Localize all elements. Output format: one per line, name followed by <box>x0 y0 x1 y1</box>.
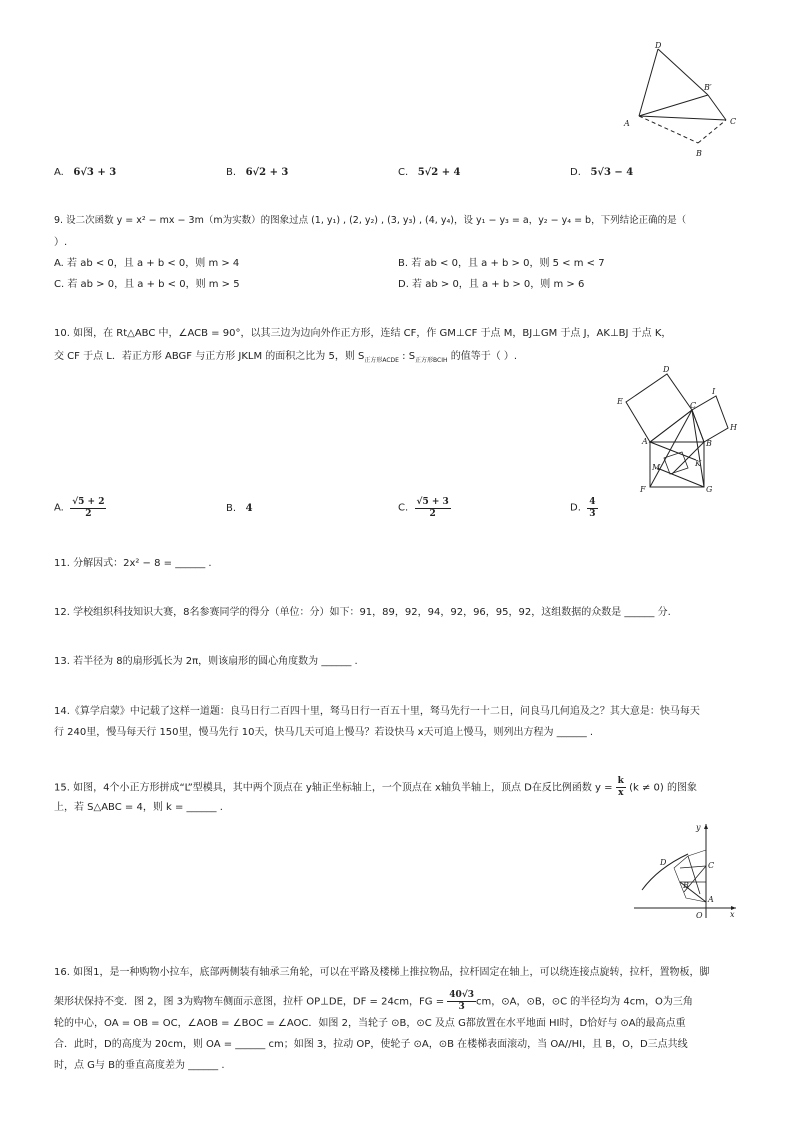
q10-line2-mid: : S <box>398 351 416 362</box>
q8-option-a <box>54 166 116 180</box>
q8-option-b-label: B. <box>226 167 237 178</box>
q15-label-x: x <box>730 910 735 919</box>
q16-stem-line4: 合．此时，D的高度为 20cm，则 OA = ______ cm；如图 3，拉动 OP，使轮子 ⊙A，⊙B 在楼梯表面滚动，当 OA//HI，且 B，O，D三点共线 <box>54 1039 688 1050</box>
q8-label-a: A <box>624 119 630 128</box>
q8-option-b <box>226 166 288 180</box>
q10-option-c-num: √5 + 3 <box>416 497 449 507</box>
q8-option-d-label: D. <box>570 167 581 178</box>
q16-frac-num: 40√3 <box>449 990 474 1000</box>
q9-option-b: B. 若 ab < 0，且 a + b > 0，则 5 < m < 7 <box>398 258 605 269</box>
q15-stem-line2: 上，若 S△ABC = 4，则 k = ______ . <box>54 802 223 813</box>
q10-option-a <box>54 497 106 520</box>
q8-label-b: B <box>696 149 702 158</box>
q12-stem: 12. 学校组织科技知识大赛，8名参赛同学的得分（单位：分）如下：91，89，92，94，92，96，95，92，这组数据的众数是 ______ 分. <box>54 607 671 618</box>
q10-label-b: B <box>706 439 712 448</box>
q10-option-a-den: 2 <box>85 509 92 519</box>
q15-label-a: A <box>708 895 714 904</box>
q10-option-a-fraction <box>70 497 106 520</box>
q16-stem-line3: 轮的中心，OA = OB = OC，∠AOB = ∠BOC = ∠AOC．如图 2，当轮子 ⊙B，⊙C 及点 G都放置在水平地面 HI时，D恰好与 ⊙A的最高点重 <box>54 1018 686 1029</box>
q10-label-e: E <box>617 397 623 406</box>
q15-label-b: B <box>683 881 689 890</box>
q10-label-m: M <box>652 463 661 472</box>
q11-stem: 11. 分解因式：2x² − 8 = ______ . <box>54 558 212 569</box>
q15-label-o: O <box>696 911 703 920</box>
q16-stem-line2 <box>54 990 693 1013</box>
q15-label-c: C <box>708 861 715 870</box>
q10-option-b <box>226 502 253 516</box>
q10-label-f: F <box>640 485 646 494</box>
q16-line2-end: cm，⊙A，⊙B，⊙C 的半径均为 4cm，O为三角 <box>476 996 693 1008</box>
q16-stem-line1: 16. 如图1，是一种购物小拉车，底部两侧装有轴承三角轮，可以在平路及楼梯上推拉物品，拉杆固定在轴上，可以绕连接点旋转，拉杆，置物板，脚 <box>54 967 710 978</box>
q10-label-a: A <box>642 437 648 446</box>
q8-label-c: C <box>730 117 737 126</box>
q10-label-c: C <box>690 401 697 410</box>
q10-option-a-num: √5 + 2 <box>72 497 105 507</box>
q15-function-fraction <box>616 776 626 799</box>
q8-option-d <box>570 166 633 180</box>
q10-line2-end: 的值等于（ ）. <box>447 351 518 362</box>
q10-option-d-num: 4 <box>589 497 596 507</box>
q10-stem-line1: 10. 如图，在 Rt△ABC 中，∠ACB = 90°，以其三边为边向外作正方形，连结 CF，作 GM⊥CF 于点 M，BJ⊥GM 于点 J，AK⊥BJ 于点 K， <box>54 328 672 339</box>
q10-option-a-label: A. <box>54 502 64 514</box>
q10-option-c-fraction <box>415 497 451 520</box>
q9-stem-line2: ）. <box>54 237 68 248</box>
q10-option-b-label: B. <box>226 503 237 514</box>
q16-fg-fraction <box>447 990 476 1013</box>
q10-sub-bcih: 正方形BCIH <box>415 357 448 364</box>
q8-option-c <box>398 166 461 180</box>
q10-option-d <box>570 497 598 520</box>
q10-option-c-den: 2 <box>429 509 436 519</box>
q16-stem-line5: 时，点 G与 B的垂直高度差为 ______ . <box>54 1060 225 1071</box>
q15-line1-start: 15. 如图，4个小正方形拼成“L”型模具，其中两个顶点在 y轴正坐标轴上，一个顶点在 x轴负半轴上，顶点 D在反比例函数 y = <box>54 782 613 794</box>
q10-line2-start: 交 CF 于点 L．若正方形 ABGF 与正方形 JKLM 的面积之比为 5，则 S <box>54 351 365 362</box>
q10-option-d-fraction <box>587 497 597 520</box>
q10-label-g: G <box>706 485 713 494</box>
q10-option-c-label: C. <box>398 502 409 514</box>
q15-frac-den: x <box>618 788 624 798</box>
q9-stem-line1: 9. 设二次函数 y = x² − mx − 3m（m为实数）的图象过点 (1, y₁) , (2, y₂) , (3, y₃) , (4, y₄)，设 y₁ − y₃ = a，y₂ − y₄ = b，下列结论正确的是（ <box>54 215 687 226</box>
q10-option-b-value: 4 <box>245 503 253 514</box>
q8-label-bprime: B′ <box>704 83 712 92</box>
q15-stem-line1 <box>54 776 697 799</box>
q8-option-a-label: A. <box>54 167 64 178</box>
q16-frac-den: 3 <box>458 1002 465 1012</box>
q14-stem-line2: 行 240里，慢马每天行 150里，慢马先行 10天，快马几天可追上慢马？若设快马 x天可追上慢马，则列出方程为 ______ . <box>54 727 594 738</box>
q10-option-c <box>398 497 451 520</box>
q15-label-d: D <box>660 858 667 867</box>
q8-option-b-value: 6√2 + 3 <box>245 167 289 178</box>
q10-option-d-den: 3 <box>589 509 596 519</box>
q9-option-a: A. 若 ab < 0，且 a + b < 0，则 m > 4 <box>54 258 240 269</box>
q10-label-i: I <box>712 387 716 396</box>
q10-stem-line2 <box>54 350 517 368</box>
q9-option-d: D. 若 ab > 0，且 a + b > 0，则 m > 6 <box>398 279 585 290</box>
q8-option-c-value: 5√2 + 4 <box>417 167 461 178</box>
q8-label-d: D <box>655 41 662 50</box>
q8-triangle-figure <box>618 40 748 160</box>
q14-stem-line1: 14.《算学启蒙》中记载了这样一道题：良马日行二百四十里，驽马日行一百五十里，驽马先行一十二日，问良马几何追及之？其大意是：快马每天 <box>54 706 700 717</box>
q10-label-d: D <box>663 365 670 374</box>
q10-label-h: H <box>730 423 737 432</box>
q8-option-a-value: 6√3 + 3 <box>73 167 117 178</box>
q15-coordinate-figure <box>628 818 744 922</box>
q8-option-c-label: C. <box>398 167 409 178</box>
q13-stem: 13. 若半径为 8的扇形弧长为 2π，则该扇形的圆心角度数为 ______ . <box>54 656 358 667</box>
q15-frac-num: k <box>617 776 624 786</box>
q10-squares-figure <box>612 362 742 498</box>
q8-option-d-value: 5√3 − 4 <box>590 167 634 178</box>
q16-line2-start: 架形状保持不变．图 2，图 3为购物车侧面示意图，拉杆 OP⊥DE，DF = 24cm，FG = <box>54 996 445 1008</box>
q10-label-k: K <box>695 459 701 468</box>
q10-sub-acde: 正方形ACDE <box>364 357 399 364</box>
q15-label-y: y <box>696 823 701 832</box>
q10-option-d-label: D. <box>570 502 581 514</box>
q15-line1-end: (k ≠ 0) 的图象 <box>629 782 697 794</box>
q9-option-c: C. 若 ab > 0，且 a + b < 0，则 m > 5 <box>54 279 240 290</box>
